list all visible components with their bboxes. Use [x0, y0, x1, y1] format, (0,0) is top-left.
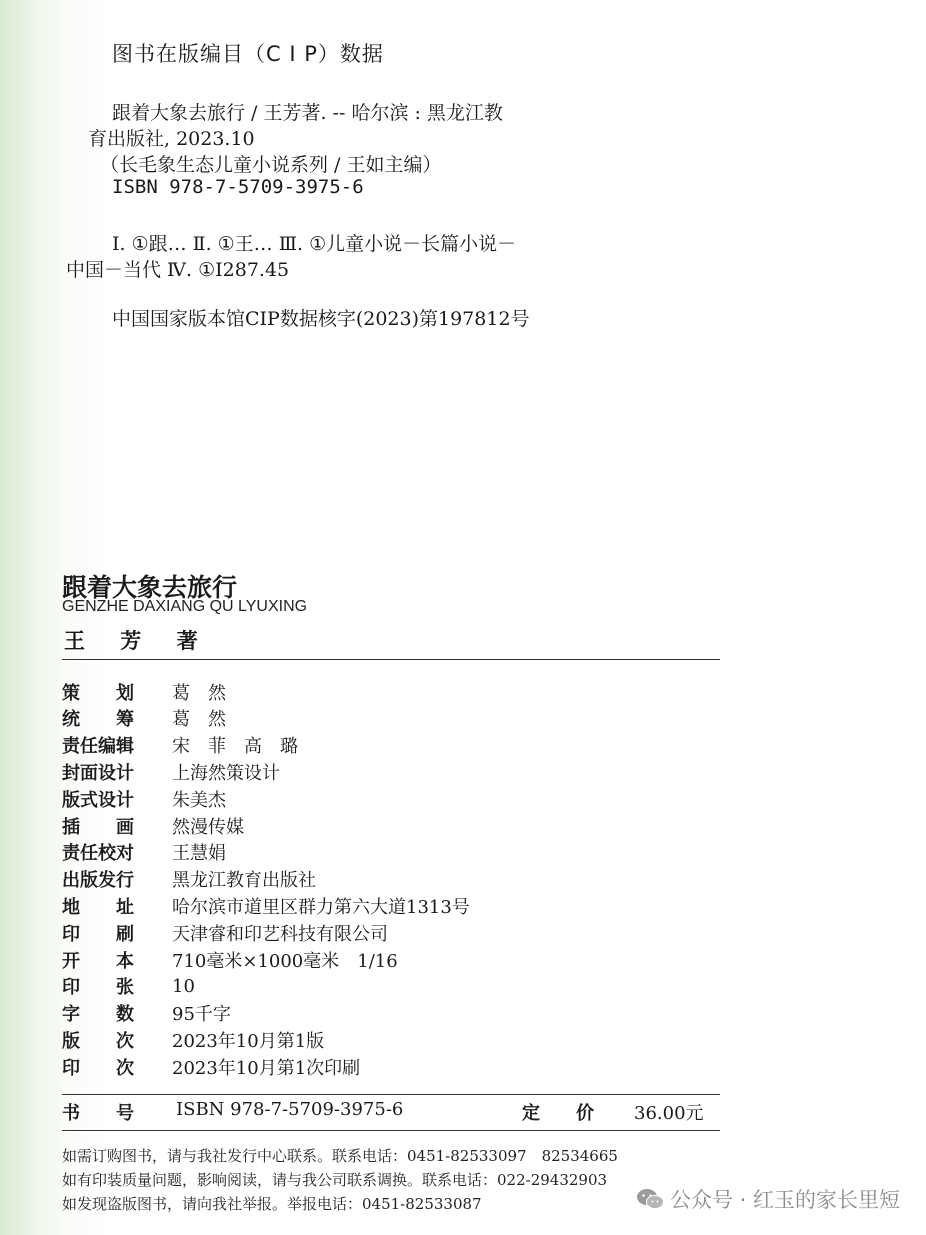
price-label: 定 价	[522, 1103, 594, 1124]
credit-value: 天津睿和印艺科技有限公司	[172, 923, 388, 945]
cip-line-2: 育出版社, 2023.10	[88, 128, 255, 150]
divider	[62, 1130, 720, 1131]
credit-value: 710毫米×1000毫米 1/16	[172, 950, 398, 972]
cip-line-6: 中国－当代 Ⅳ. ①I287.45	[66, 259, 290, 281]
credit-label: 印 次	[62, 1057, 134, 1079]
credit-value: 哈尔滨市道里区群力第六大道1313号	[172, 896, 470, 918]
credit-value: 宋 菲 高 璐	[172, 736, 298, 758]
credit-label: 插 画	[62, 816, 134, 838]
watermark	[636, 1184, 900, 1214]
credit-label: 责任校对	[62, 843, 134, 865]
book-author: 王 芳 著	[64, 628, 212, 653]
credit-value: 葛 然	[172, 709, 226, 731]
watermark-text: 公众号 · 红玉的家长里短	[669, 1188, 900, 1212]
book-title-pinyin: GENZHE DAXIANG QU LYUXING	[62, 598, 308, 615]
credit-label: 封面设计	[62, 762, 134, 784]
wechat-icon	[636, 1188, 664, 1210]
credit-label: 统 筹	[62, 709, 134, 731]
credit-label: 开 本	[62, 950, 134, 972]
book-title: 跟着大象去旅行	[62, 573, 238, 602]
credit-value: 2023年10月第1版	[172, 1030, 325, 1052]
cip-isbn: ISBN 978-7-5709-3975-6	[112, 176, 364, 198]
credit-row	[62, 973, 195, 1000]
credit-label: 印 刷	[62, 923, 134, 945]
credit-value: 10	[172, 975, 195, 997]
cip-line-3: （长毛象生态儿童小说系列 / 王如主编）	[100, 154, 442, 176]
price-value: 36.00元	[634, 1103, 704, 1124]
credit-row	[62, 946, 398, 973]
notice-line: 如有印装质量问题，影响阅读，请与我公司联系调换。联系电话：022-29432903	[62, 1171, 608, 1189]
credit-row	[62, 678, 226, 705]
credit-row	[62, 758, 280, 785]
divider	[62, 659, 720, 660]
credit-row	[62, 892, 470, 919]
credit-label: 版 次	[62, 1030, 134, 1052]
cip-line-1: 跟着大象去旅行 / 王芳著. -- 哈尔滨 : 黑龙江教	[112, 102, 503, 124]
credit-value: 黑龙江教育出版社	[172, 870, 316, 892]
book-number-value: ISBN 978-7-5709-3975-6	[176, 1099, 404, 1120]
credit-label: 地 址	[62, 896, 134, 918]
notice-line: 如需订购图书，请与我社发行中心联系。联系电话：0451-82533097 82534665	[62, 1147, 618, 1165]
credit-value: 2023年10月第1次印刷	[172, 1057, 361, 1079]
credit-value: 然漫传媒	[172, 816, 244, 838]
credit-row	[62, 919, 388, 946]
book-number-label: 书 号	[62, 1103, 134, 1124]
credit-row	[62, 866, 316, 893]
divider	[62, 1094, 720, 1095]
notice-line: 如发现盗版图书，请向我社举报。举报电话：0451-82533087	[62, 1195, 482, 1213]
credit-label: 版式设计	[62, 789, 134, 811]
credit-row	[62, 839, 226, 866]
credit-label: 责任编辑	[62, 736, 134, 758]
credit-value: 葛 然	[172, 682, 226, 704]
credit-label: 策 划	[62, 682, 134, 704]
credit-value: 95千字	[172, 1004, 231, 1026]
credit-row	[62, 1000, 231, 1027]
credit-value: 王慧娟	[172, 843, 226, 865]
credit-row	[62, 732, 298, 759]
credit-row	[62, 705, 226, 732]
cip-line-7: 中国国家版本馆CIP数据核字(2023)第197812号	[112, 308, 530, 330]
credit-label: 印 张	[62, 977, 134, 999]
credit-row	[62, 812, 244, 839]
credit-row	[62, 1026, 324, 1053]
credit-row	[62, 1053, 360, 1080]
credit-value: 朱美杰	[172, 789, 226, 811]
credit-row	[62, 785, 226, 812]
credit-label: 出版发行	[62, 870, 134, 892]
credit-label: 字 数	[62, 1004, 134, 1026]
cip-line-5: Ⅰ. ①跟… Ⅱ. ①王… Ⅲ. ①儿童小说－长篇小说－	[112, 233, 517, 255]
cip-heading: 图书在版编目（C I P）数据	[112, 42, 384, 66]
credit-value: 上海然策设计	[172, 762, 280, 784]
